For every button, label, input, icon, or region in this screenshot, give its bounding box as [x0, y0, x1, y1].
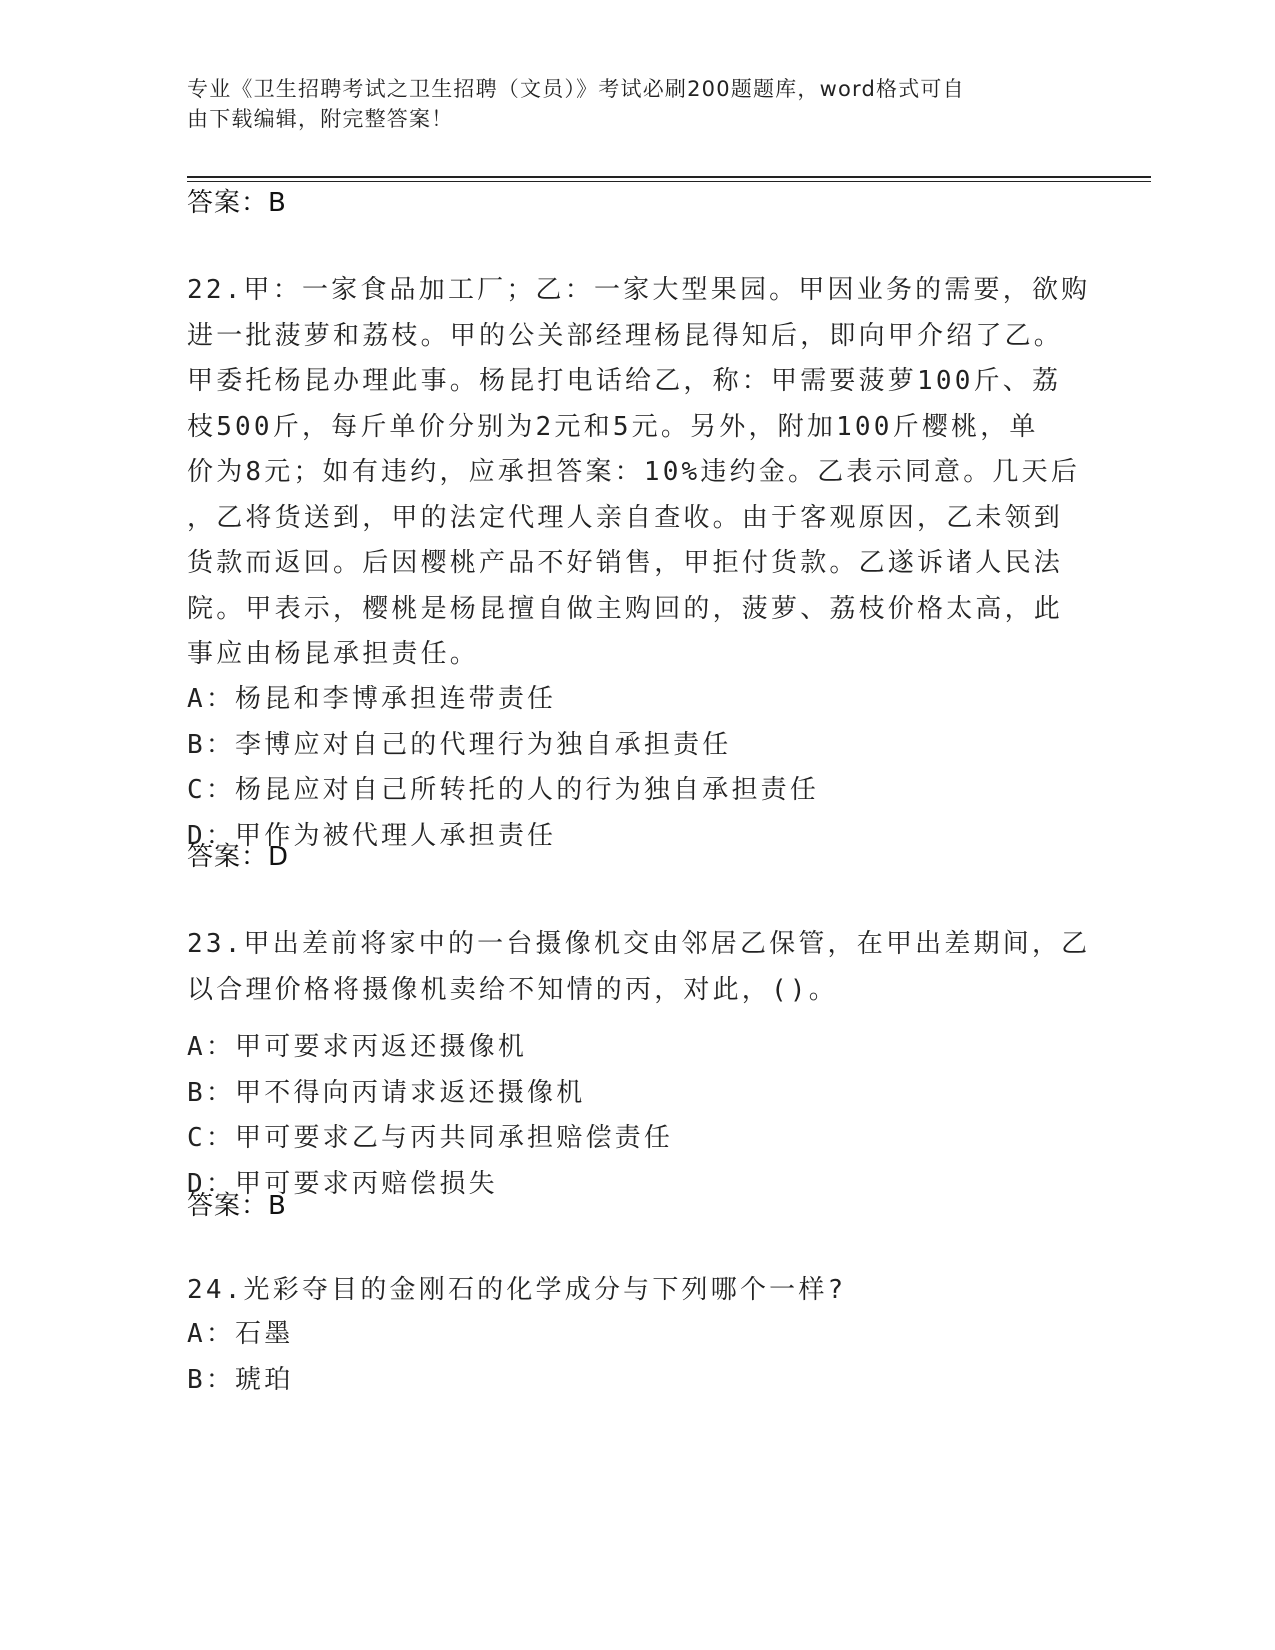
option-c: C：甲可要求乙与丙共同承担赔偿责任 — [187, 1123, 674, 1153]
option-a: A：甲可要求丙返还摄像机 — [187, 1032, 528, 1062]
question-line: 甲委托杨昆办理此事。杨昆打电话给乙，称：甲需要菠萝100斤、荔 — [187, 366, 1062, 396]
option-c: C：杨昆应对自己所转托的人的行为独自承担责任 — [187, 775, 820, 805]
document-header — [187, 74, 1067, 134]
question-line: 枝500斤，每斤单价分别为2元和5元。另外，附加100斤樱桃，单 — [187, 411, 1039, 442]
question-line: 价为8元；如有违约，应承担答案：10%违约金。乙表示同意。几天后 — [187, 457, 1081, 487]
answer-22: 答案：D — [187, 842, 290, 872]
question-line: 23.甲出差前将家中的一台摄像机交由邻居乙保管，在甲出差期间，乙 — [187, 929, 1091, 959]
question-22-options — [187, 677, 1067, 859]
header-rule-thick — [187, 176, 1151, 178]
question-line: ，乙将货送到，甲的法定代理人亲自查收。由于客观原因，乙未领到 — [187, 502, 1064, 533]
question-line: 以合理价格将摄像机卖给不知情的丙，对此，()。 — [187, 974, 838, 1005]
header-line-2: 由下载编辑，附完整答案！ — [187, 107, 454, 131]
header-line-1: 专业《卫生招聘考试之卫生招聘（文员）》考试必刷200题题库，word格式可自 — [187, 77, 965, 101]
question-line: 22.甲：一家食品加工厂；乙：一家大型果园。甲因业务的需要，欲购 — [187, 275, 1091, 305]
question-22-stem — [187, 268, 1091, 678]
question-line: 院。甲表示，樱桃是杨昆擅自做主购回的，菠萝、荔枝价格太高，此 — [187, 593, 1064, 624]
option-b: B：李博应对自己的代理行为独自承担责任 — [187, 729, 732, 760]
option-a: A：杨昆和李博承担连带责任 — [187, 684, 557, 714]
option-b: B：琥珀 — [187, 1364, 294, 1395]
header-rule-thin — [187, 181, 1151, 182]
question-line: 货款而返回。后因樱桃产品不好销售，甲拒付货款。乙遂诉诸人民法 — [187, 548, 1064, 578]
question-24-stem — [187, 1268, 1067, 1314]
question-line: 事应由杨昆承担责任。 — [187, 639, 480, 669]
question-23-options — [187, 1025, 1067, 1207]
option-d: D：甲作为被代理人承担责任 — [187, 820, 557, 851]
question-23-stem — [187, 922, 1091, 1013]
answer-21: 答案：B — [187, 188, 287, 218]
question-24-options — [187, 1312, 1067, 1403]
option-a: A：石墨 — [187, 1319, 294, 1349]
question-line: 进一批菠萝和荔枝。甲的公关部经理杨昆得知后，即向甲介绍了乙。 — [187, 320, 1064, 351]
answer-23: 答案：B — [187, 1191, 287, 1221]
option-d: D：甲可要求丙赔偿损失 — [187, 1168, 498, 1199]
question-line: 24.光彩夺目的金刚石的化学成分与下列哪个一样? — [187, 1275, 847, 1305]
option-b: B：甲不得向丙请求返还摄像机 — [187, 1077, 586, 1108]
